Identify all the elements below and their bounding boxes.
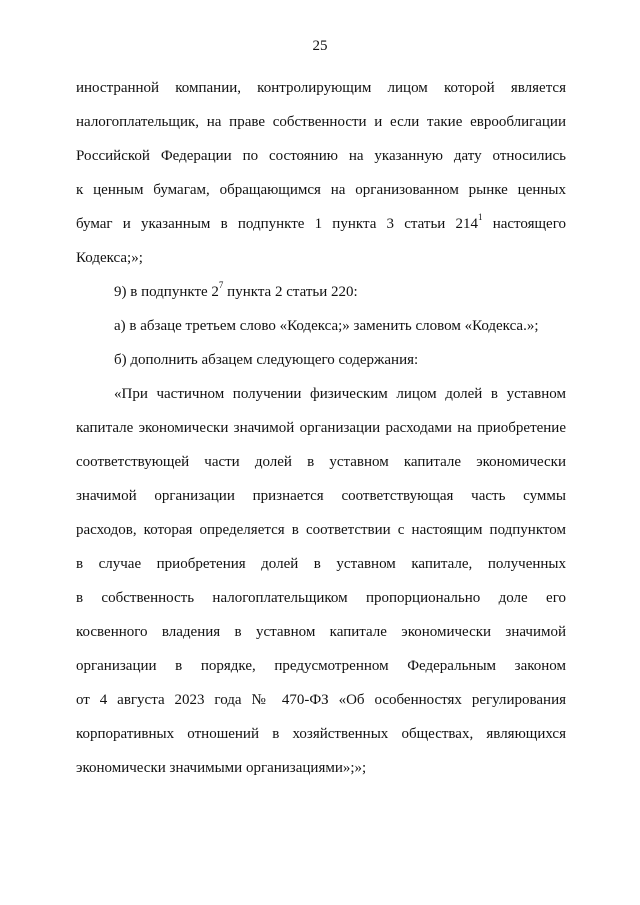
text-line: капитале экономически значимой организации расходами на приобретение: [76, 420, 566, 436]
text-fragment: пункта 2 статьи 220:: [223, 284, 358, 300]
text-line: Кодекса;»;: [76, 250, 143, 266]
text-line: корпоративных отношений в хозяйственных обществах, являющихся: [76, 726, 566, 742]
text-line: соответствующей части долей в уставном капитале экономически: [76, 454, 566, 470]
text-line: экономически значимыми организациями»;»;: [76, 760, 367, 776]
text-line: «При частичном получении физическим лицом долей в уставном: [114, 386, 566, 402]
text-fragment: настоящего: [482, 216, 566, 232]
list-item-9a: а) в абзаце третьем слово «Кодекса;» заменить словом «Кодекса.»;: [114, 318, 539, 334]
text-line: налогоплательщик, на праве собственности и если такие еврооблигации: [76, 114, 566, 130]
list-item-9: [76, 275, 566, 309]
text-line: расходов, которая определяется в соответствии с настоящим подпунктом: [76, 522, 566, 538]
text-line: [76, 207, 566, 241]
body-text: [76, 71, 566, 785]
text-line: иностранной компании, контролирующим лицом которой является: [76, 80, 566, 96]
superscript: 7: [218, 280, 224, 290]
text-fragment: 9) в подпункте 2: [114, 284, 219, 300]
text-line: организации в порядке, предусмотренном Федеральным законом: [76, 658, 566, 674]
list-item-9b: б) дополнить абзацем следующего содержания:: [114, 352, 419, 368]
text-line: в собственность налогоплательщиком пропорционально доле его: [76, 590, 566, 606]
text-fragment: бумаг и указанным в подпункте 1 пункта 3 статьи 214: [76, 216, 478, 232]
text-line: к ценным бумагам, обращающимся на организованном рынке ценных: [76, 182, 566, 198]
text-line: значимой организации признается соответствующая часть суммы: [76, 488, 566, 504]
page-number: 25: [312, 38, 328, 54]
superscript: 1: [478, 212, 483, 222]
text-line: косвенного владения в уставном капитале экономически значимой: [76, 624, 566, 640]
text-line: от 4 августа 2023 года № 470-ФЗ «Об особенностях регулирования: [76, 692, 566, 708]
text-line: в случае приобретения долей в уставном капитале, полученных: [76, 556, 566, 572]
text-line: Российской Федерации по состоянию на указанную дату относились: [76, 148, 566, 164]
